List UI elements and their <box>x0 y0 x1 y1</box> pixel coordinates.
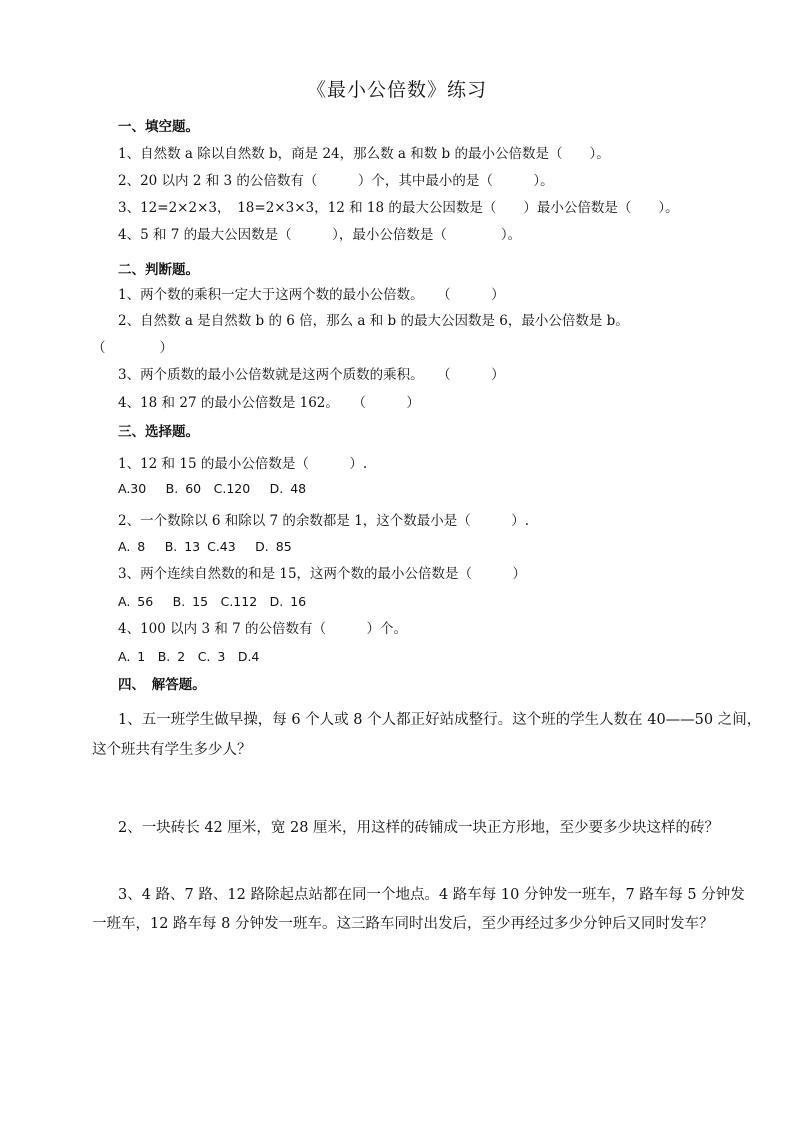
section-heading-true-false: 二、判断题。 <box>118 262 199 278</box>
word-problem-1-line-2: 这个班共有学生多少人？ <box>92 742 252 758</box>
true-false-question-4: 4、18 和 27 的最小公倍数是 162。 （ ） <box>118 395 420 411</box>
fill-in-question-4: 4、5 和 7 的最大公因数是（ ），最小公倍数是（ ）。 <box>118 227 522 243</box>
true-false-question-3: 3、两个质数的最小公倍数就是这两个质数的乘积。 （ ） <box>118 367 505 383</box>
fill-in-question-2: 2、20 以内 2 和 3 的公倍数有（ ）个，其中最小的是（ ）。 <box>118 173 554 189</box>
choice-question-1: 1、12 和 15 的最小公倍数是（ ）. <box>118 456 368 472</box>
fill-in-question-1: 1、自然数 a 除以自然数 b，商是 24，那么数 a 和数 b 的最小公倍数是（ ）。 <box>118 146 610 162</box>
section-heading-word-problems: 四、 解答题。 <box>118 677 206 693</box>
word-problem-2: 2、一块砖长 42 厘米，宽 28 厘米，用这样的砖铺成一块正方形地，至少要多少块这样的砖？ <box>118 820 720 836</box>
true-false-question-2: 2、自然数 a 是自然数 b 的 6 倍，那么 a 和 b 的最大公因数是 6，最小公倍数是 b。 <box>118 313 629 329</box>
choice-question-4: 4、100 以内 3 和 7 的公倍数有（ ）个。 <box>118 621 407 637</box>
page-title: 《最小公倍数》练习 <box>306 79 487 101</box>
choice-question-3: 3、两个连续自然数的和是 15，这两个数的最小公倍数是（ ） <box>118 566 527 582</box>
true-false-question-2-answer: （ ） <box>92 340 173 356</box>
choice-question-2: 2、一个数除以 6 和除以 7 的余数都是 1，这个数最小是（ ）. <box>118 513 530 529</box>
section-heading-fill-in: 一、填空题。 <box>118 119 199 135</box>
word-problem-3-line-2: 一班车，12 路车每 8 分钟发一班车。这三路车同时出发后，至少再经过多少分钟后又同时发车？ <box>92 916 714 932</box>
choice-question-3-options: A. 56 B. 15 C.112 D. 16 <box>118 594 307 609</box>
fill-in-question-3: 3、12=2×2×3， 18=2×3×3，12 和 18 的最大公因数是（ ）最小公倍数是（ ）。 <box>118 200 679 216</box>
choice-question-1-options: A.30 B. 60 C.120 D. 48 <box>118 481 307 496</box>
choice-question-2-options: A. 8 B. 13 C.43 D. 85 <box>118 539 292 554</box>
choice-question-4-options: A. 1 B. 2 C. 3 D.4 <box>118 649 260 664</box>
word-problem-3-line-1: 3、4 路、7 路、12 路除起点站都在同一个地点。4 路车每 10 分钟发一班车，7 路车每 5 分钟发 <box>118 887 745 903</box>
true-false-question-1: 1、两个数的乘积一定大于这两个数的最小公倍数。 （ ） <box>118 287 505 303</box>
word-problem-1-line-1: 1、五一班学生做早操，每 6 个人或 8 个人都正好站成整行。这个班的学生人数在 40——50 之间， <box>118 712 762 728</box>
section-heading-multiple-choice: 三、选择题。 <box>118 424 199 440</box>
